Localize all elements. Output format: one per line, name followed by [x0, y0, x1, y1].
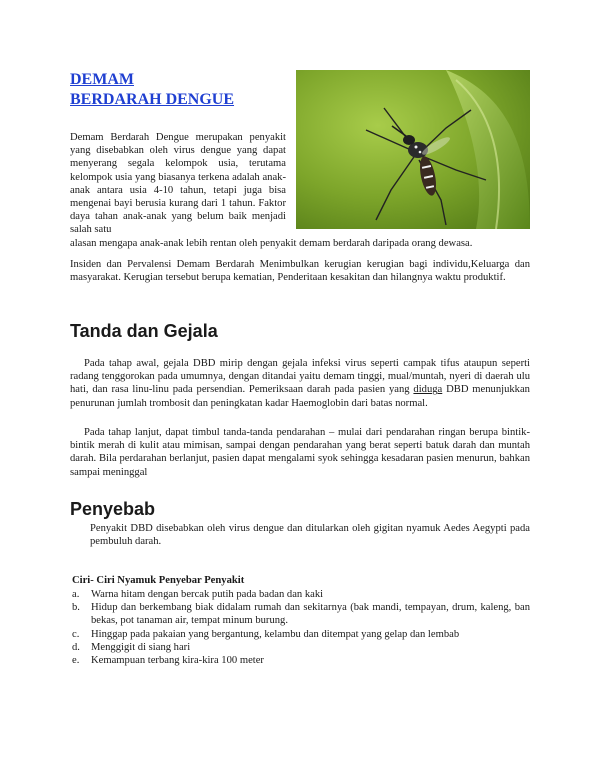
tanda-p1-part-b: DBD menunjukkan penurunan jumlah trombosit dan peningkatan kadar Haemoglobin dari batas normal. — [70, 384, 530, 409]
list-marker: b. — [72, 602, 80, 614]
ciri-title: Ciri- Ciri Nyamuk Penyebar Penyakit — [72, 575, 245, 586]
list-item — [70, 601, 530, 627]
ciri-list — [70, 588, 530, 667]
penyebab-paragraph: Penyakit DBD disebabkan oleh virus dengue dan ditularkan oleh gigitan nyamuk Aedes Aegypti pada pembuluh darah. — [90, 523, 530, 548]
list-text: Hinggap pada pakaian yang bergantung, kelambu dan ditempat yang gelap dan lembab — [91, 628, 460, 640]
list-marker: a. — [72, 589, 80, 600]
diduga-link[interactable]: diduga — [413, 384, 443, 396]
list-item — [70, 654, 530, 667]
list-text: Hidup dan berkembang biak didalam rumah dan sekitarnya (bak mandi, tempayan, drum, kaleng, ban bekas, pot tanaman air, tempat minum burung. — [91, 602, 530, 627]
tanda-p1-part-a: Pada tahap awal, gejala DBD mirip dengan gejala infeksi virus seperti campak tifus ataupun seperti radang tenggorokan pada umumnya, dengan ditandai yaitu demam tinggi, mual/muntah, nyeri di daerah ulu hati, dan rasa linu-linu pada persendian. Pemeriksaan darah pada pasien yang — [70, 358, 530, 396]
list-item — [70, 588, 530, 601]
list-marker: e. — [72, 655, 80, 667]
title-line-1[interactable]: DEMAM — [70, 71, 134, 88]
list-item — [70, 641, 530, 654]
title-line-2[interactable]: BERDARAH DENGUE — [70, 91, 235, 108]
list-item — [70, 628, 530, 641]
tanda-paragraph-1 — [70, 357, 530, 410]
list-marker: d. — [72, 641, 80, 653]
list-text: Menggigit di siang hari — [91, 641, 191, 653]
tanda-paragraph-2: Pada tahap lanjut, dapat timbul tanda-tanda pendarahan – mulai dari pendarahan ringan berupa bintik-bintik merah di kulit atau mimisan, sampai dengan pendarahan yang berat seperti batuk darah dan muntah darah. Bila perdarahan berlanjut, pasien dapat mengalami syok sehingga kesadaran pasien menurun, bahkan sampai meninggal — [70, 427, 530, 478]
list-marker: c. — [72, 628, 80, 640]
insiden-paragraph: Insiden dan Pervalensi Demam Berdarah Menimbulkan kerugian kerugian bagi individu,Keluarga dan masyarakat. Kerugian tersebut berupa kematian, Penderitaan kesakitan dan hilangnya waktu produktif. — [70, 259, 530, 284]
page-title[interactable] — [70, 70, 234, 110]
intro-paragraph: Demam Berdarah Dengue merupakan penyakit yang disebabkan oleh virus dengue yang dapat menyerang segala kelompok usia, terutama kelompok usia yang biasanya terkena adalah anak-anak antara usia 4-10 tahun, tetapi juga bisa mengenai bayi berusia kurang dari 1 tahun. Faktor daya tahan anak-anak yang belum baik menjadi salah satu — [70, 132, 286, 236]
list-text: Warna hitam dengan bercak putih pada badan dan kaki — [91, 589, 324, 600]
penyebab-heading: Penyebab — [70, 499, 156, 519]
intro-paragraph-tail: alasan mengapa anak-anak lebih rentan oleh penyakit demam berdarah daripada orang dewasa. — [70, 238, 473, 249]
tanda-heading: Tanda dan Gejala — [70, 321, 218, 341]
mosquito-photo — [296, 70, 530, 229]
list-text: Kemampuan terbang kira-kira 100 meter — [91, 655, 264, 667]
